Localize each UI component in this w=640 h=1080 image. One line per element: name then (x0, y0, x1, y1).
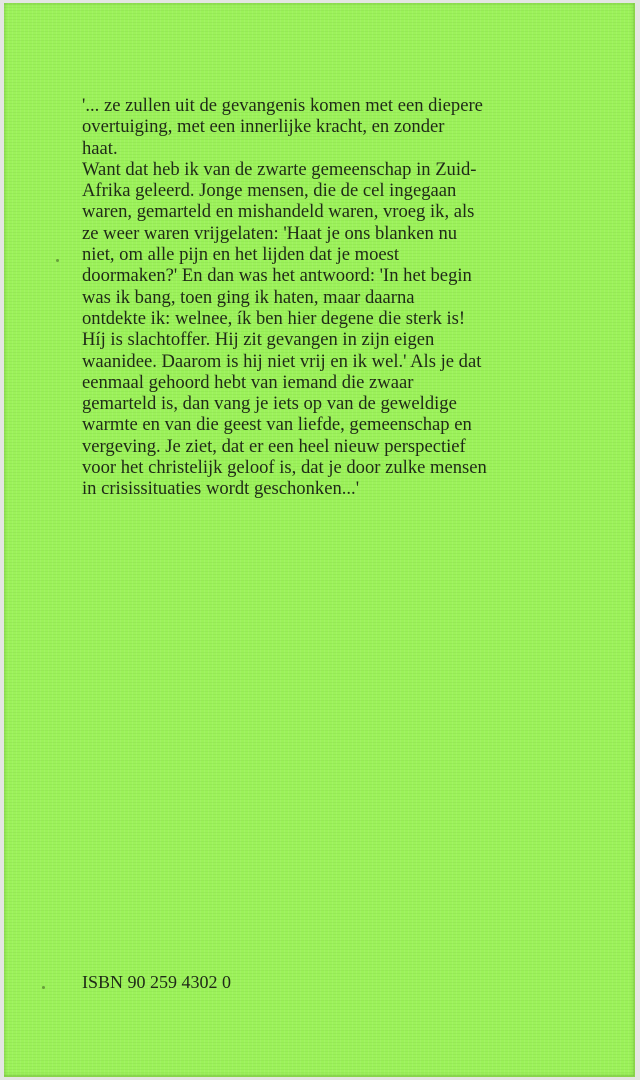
quote-line: haat. (82, 137, 118, 159)
print-speck (42, 986, 45, 989)
quote-line: waren, gemarteld en mishandeld waren, vroeg ik, als (82, 201, 475, 223)
book-back-cover (4, 3, 635, 1077)
quote-line: voor het christelijk geloof is, dat je door zulke mensen (82, 457, 487, 479)
quote-line: was ik bang, toen ging ik haten, maar daarna (82, 286, 415, 308)
quote-line: ontdekte ik: welnee, ík ben hier degene die sterk is! (82, 307, 466, 329)
quote-line: niet, om alle pijn en het lijden dat je moest (82, 244, 400, 266)
quote-line: waanidee. Daarom is hij niet vrij en ik wel.' Als je dat (82, 350, 482, 372)
isbn-number: ISBN 90 259 4302 0 (82, 972, 232, 992)
quote-line: vergeving. Je ziet, dat er een heel nieuw perspectief (82, 435, 466, 457)
quote-line: in crisissituaties wordt geschonken...' (82, 478, 360, 500)
quote-line: Híj is slachtoffer. Hij zit gevangen in zijn eigen (82, 329, 435, 351)
print-speck (56, 259, 59, 262)
quote-line: overtuiging, met een innerlijke kracht, en zonder (82, 116, 445, 138)
quote-line: '... ze zullen uit de gevangenis komen met een diepere (82, 95, 483, 116)
quote-line: warmte en van die geest van liefde, gemeenschap en (82, 414, 472, 436)
quote-line: doormaken?' En dan was het antwoord: 'In het begin (82, 265, 472, 287)
quote-line: ze weer waren vrijgelaten: 'Haat je ons blanken nu (82, 222, 458, 244)
quote-line: eenmaal gehoord hebt van iemand die zwaar (82, 371, 414, 393)
quote-line: Want dat heb ik van de zwarte gemeenschap in Zuid- (82, 158, 477, 180)
back-cover-quote (82, 95, 602, 500)
quote-line: gemarteld is, dan vang je iets op van de geweldige (82, 393, 457, 415)
quote-line: Afrika geleerd. Jonge mensen, die de cel ingegaan (82, 180, 457, 202)
